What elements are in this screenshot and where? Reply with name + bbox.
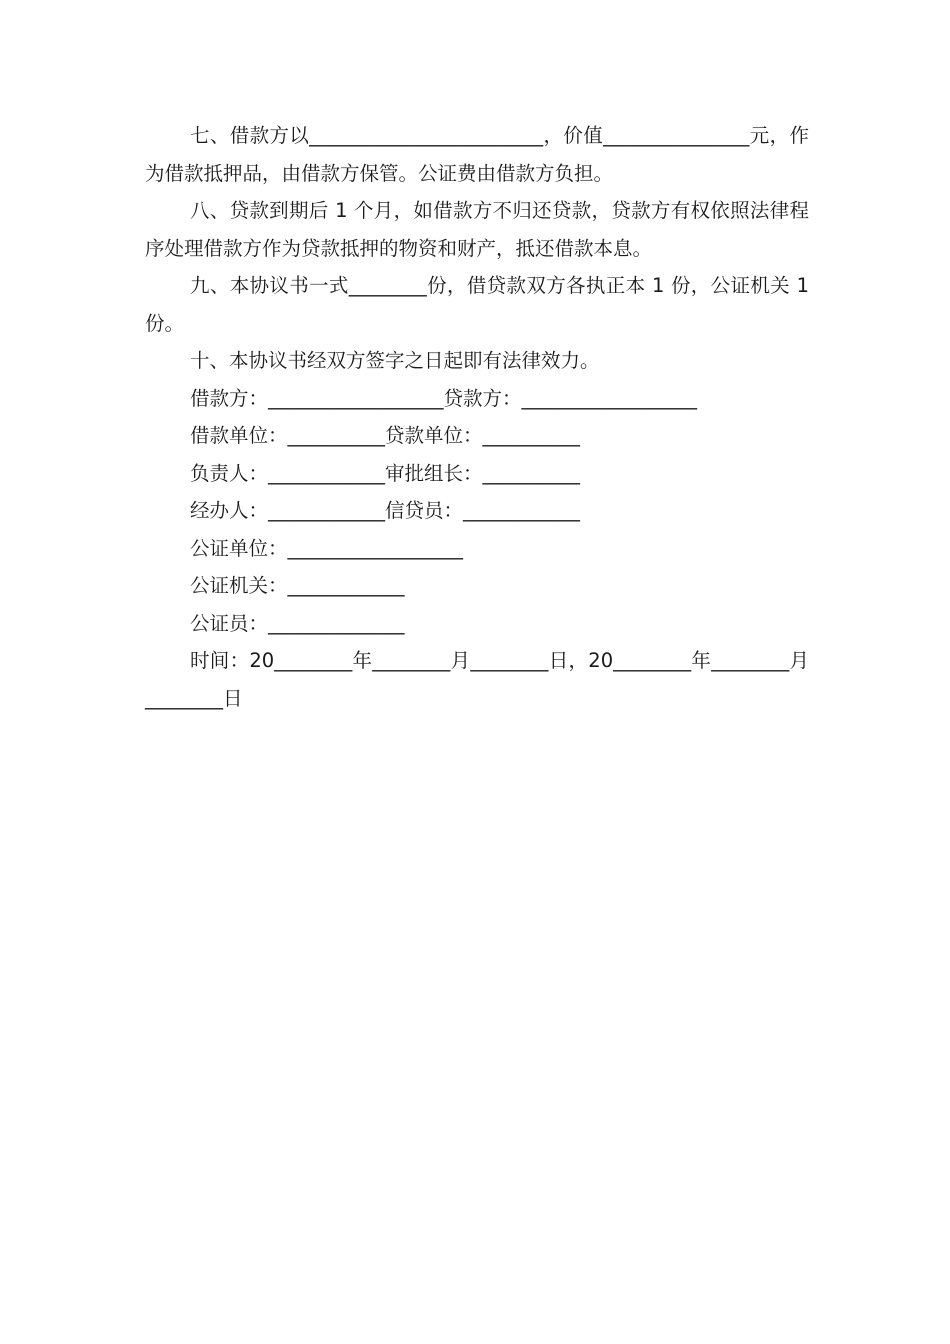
clause-nine: 九、本协议书一式________份，借贷款双方各执正本 1 份，公证机关 1 份。 [145,274,809,335]
signature-notary: 公证员：______________ [190,611,405,635]
date-line: 时间：20________年________月________日，20________年________月________日 [145,649,809,710]
clause-ten: 十、本协议书经双方签字之日起即有法律效力。 [190,349,600,372]
signature-responsible-approver: 负责人：____________审批组长：__________ [190,461,581,485]
clause-eight: 八、贷款到期后 1 个月，如借款方不归还贷款，贷款方有权依照法律程序处理借款方作为贷款抵押的物资和财产，抵还借款本息。 [145,199,809,260]
signature-borrower-lender: 借款方：__________________贷款方：__________________ [190,386,698,410]
signature-handler-loan-officer: 经办人：____________信贷员：____________ [190,499,581,522]
signature-units: 借款单位：__________贷款单位：__________ [190,424,581,447]
signature-notary-office: 公证机关：____________ [190,574,405,597]
signature-notary-unit: 公证单位：__________________ [190,536,464,560]
document-body [145,117,809,717]
clause-seven: 七、借款方以________________________，价值_______________元，作为借款抵押品，由借款方保管。公证费由借款方负担。 [145,124,809,185]
